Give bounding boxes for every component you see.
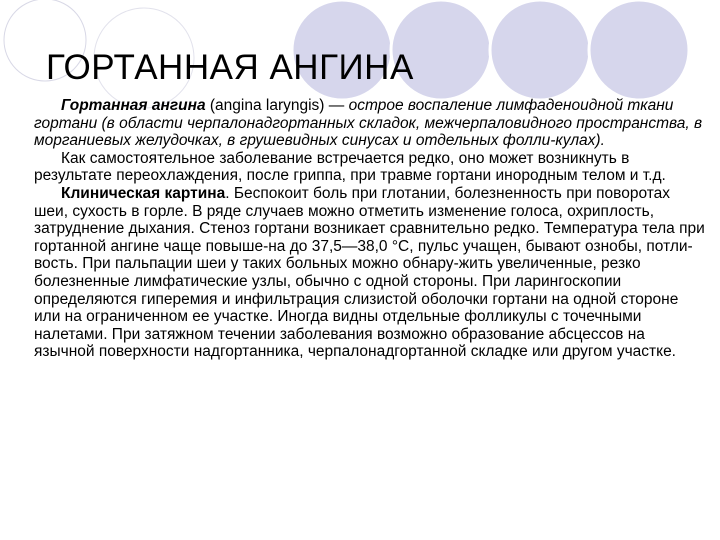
- paragraph-clinical: [34, 185, 706, 361]
- slide-title: ГОРТАННАЯ АНГИНА: [46, 48, 414, 87]
- paragraph-definition: [34, 97, 706, 150]
- circle-decoration: [589, 0, 689, 100]
- latin-term: (angina laryngis) —: [205, 97, 349, 114]
- causes-text: Как самостоятельное заболевание встречается редко, оно может возникнуть в результате переохлаждения, после гриппа, при травме гортани инородным телом и т.д.: [34, 149, 666, 185]
- clinical-text: . Беспокоит боль при глотании, болезненность при поворотах шеи, сухость в горле. В ряде случаев можно отметить изменение голоса, охриплость, затруднение дыхания. Стеноз гортани возникает сравнительно редко. Температура тела при гортанной ангине чаще повыше-на до 37,5—38,0 °С, пульс учащен, бывают ознобы, потли-вость. При пальпации шеи у таких больных можно обнару-жить увеличенные, резко болезненные лимфатические узлы, обычно с одной стороны. При ларингоскопии определяются гиперемия и инфильтрация слизистой оболочки гортани на одной стороне или на ограниченном ее участке. Иногда видны отдельные фолликулы с точечными налетами. При затяжном течении заболевания возможно образование абсцессов на язычной поверхности надгортанника, черпалонадгортанной складке или другом участке.: [34, 184, 705, 361]
- term-heading: Гортанная ангина: [61, 97, 206, 114]
- slide-content: [34, 97, 706, 361]
- clinical-heading: Клиническая картина: [61, 184, 226, 202]
- definition-text: острое воспаление лимфаденоидной ткани гортани (в области черпалонадгортанных складок, межчерпаловидного пространства, в морганиевых желудочках, в грушевидных синусах и отдельных фолли-кулах).: [34, 97, 703, 150]
- paragraph-causes: [34, 150, 706, 185]
- circle-decoration: [490, 0, 590, 100]
